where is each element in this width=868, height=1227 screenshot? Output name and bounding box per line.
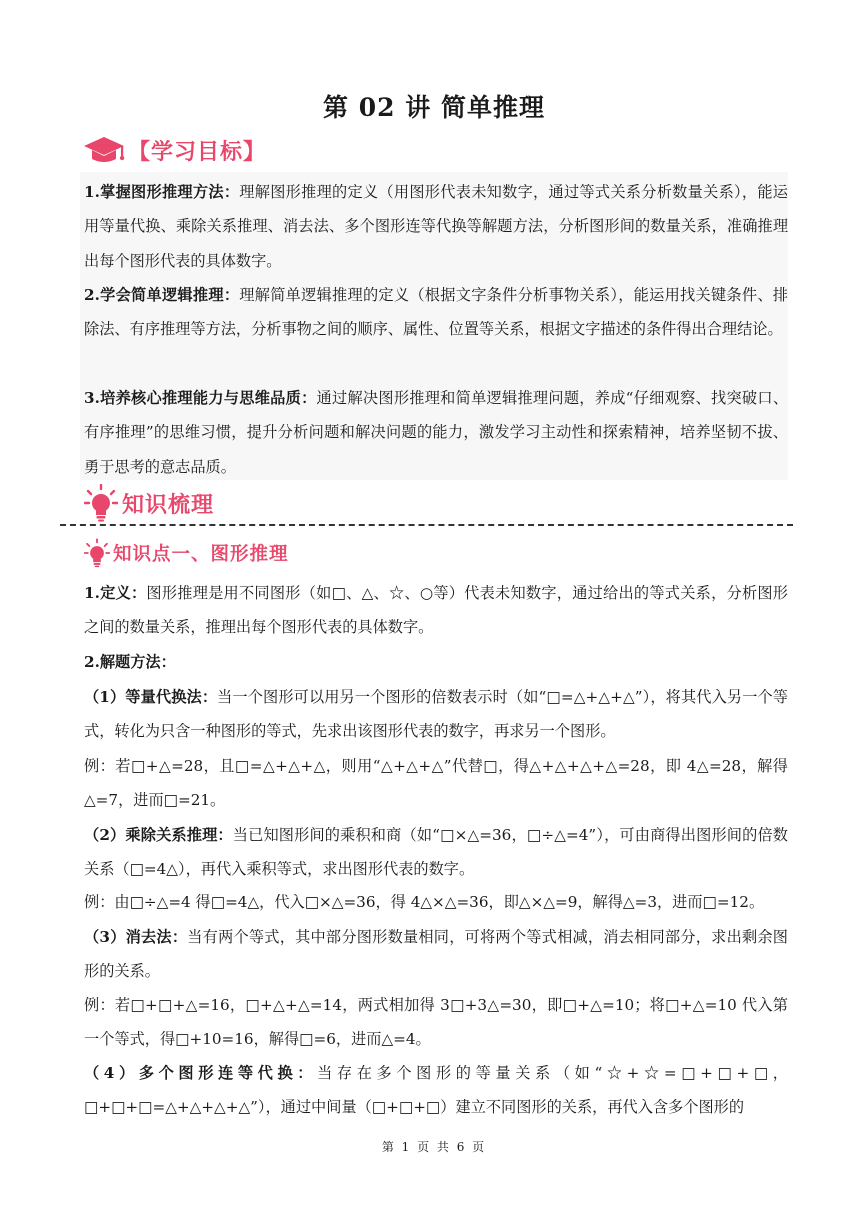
method-2-example: 例：由□÷△=4 得□=4△，代入□×△=36，得 4△×△=36，即△×△=9，解得△=3，进而□=12。 bbox=[84, 893, 765, 911]
goal-item-3: 3.培养核心推理能力与思维品质：通过解决图形推理和简单逻辑推理问题，养成“仔细观察、找突破口、有序推理”的思维习惯，提升分析问题和解决问题的能力，激发学习主动性和探索精神，培养坚韧不拔、勇于思考的意志品质。 bbox=[84, 389, 789, 476]
method-3-example: 例：若□+□+△=16，□+△+△=14，两式相加得 3□+3△=30，即□+△=10；将□+△=10 代入第一个等式，得□+10=16，解得□=6，进而△=4。 bbox=[84, 996, 788, 1049]
page-footer: 第 1 页 共 6 页 bbox=[381, 1140, 487, 1154]
method-4: （4）多个图形连等代换：当存在多个图形的等量关系（如“☆+☆=□+□+□，□+□+□=△+△+△+△”），通过中间量（□+□+□）建立不同图形的关系，再代入含多个图形的 bbox=[84, 1064, 788, 1117]
definition-paragraph: 1.定义：图形推理是用不同图形（如□、△、☆、○等）代表未知数字，通过给出的等式关系，分析图形之间的数量关系，推理出每个图形代表的具体数字。 bbox=[84, 584, 788, 637]
section-divider bbox=[60, 524, 793, 526]
goal-item-2: 2.学会简单逻辑推理：理解简单逻辑推理的定义（根据文字条件分析事物关系），能运用找关键条件、排除法、有序推理等方法，分析事物之间的顺序、属性、位置等关系，根据文字描述的条件得出合理结论。 bbox=[84, 286, 788, 339]
graduation-cap-icon bbox=[82, 134, 126, 166]
method-1: （1）等量代换法：当一个图形可以用另一个图形的倍数表示时（如“□=△+△+△”），将其代入另一个等式，转化为只含一种图形的等式，先求出该图形代表的数字，再求另一个图形。 bbox=[84, 688, 788, 741]
lightbulb-icon bbox=[84, 484, 118, 522]
learning-goals-heading bbox=[82, 134, 266, 166]
method-2: （2）乘除关系推理：当已知图形间的乘积和商（如“□×△=36，□÷△=4”），可由商得出图形间的倍数关系（□=4△），再代入乘积等式，求出图形代表的数字。 bbox=[84, 826, 788, 879]
page-title: 第 02 讲 简单推理 bbox=[323, 93, 545, 122]
knowledge-heading bbox=[84, 484, 214, 522]
learning-goals-title: 【学习目标】 bbox=[128, 139, 267, 165]
point1-heading bbox=[84, 538, 289, 568]
point1-title: 知识点一、图形推理 bbox=[113, 544, 289, 565]
method-3: （3）消去法：当有两个等式，其中部分图形数量相同，可将两个等式相减，消去相同部分，求出剩余图形的关系。 bbox=[84, 928, 788, 981]
knowledge-title: 知识梳理 bbox=[122, 492, 215, 518]
methods-heading: 2.解题方法： bbox=[84, 653, 176, 671]
lightbulb-icon bbox=[84, 538, 110, 568]
goal-item-1: 1.掌握图形推理方法：理解图形推理的定义（用图形代表未知数字，通过等式关系分析数量关系），能运用等量代换、乘除关系推理、消去法、多个图形连等代换等解题方法，分析图形间的数量关系，准确推理出每个图形代表的具体数字。 bbox=[84, 183, 788, 270]
method-1-example: 例：若□+△=28，且□=△+△+△，则用“△+△+△”代替□，得△+△+△+△=28，即 4△=28，解得△=7，进而□=21。 bbox=[84, 757, 788, 810]
